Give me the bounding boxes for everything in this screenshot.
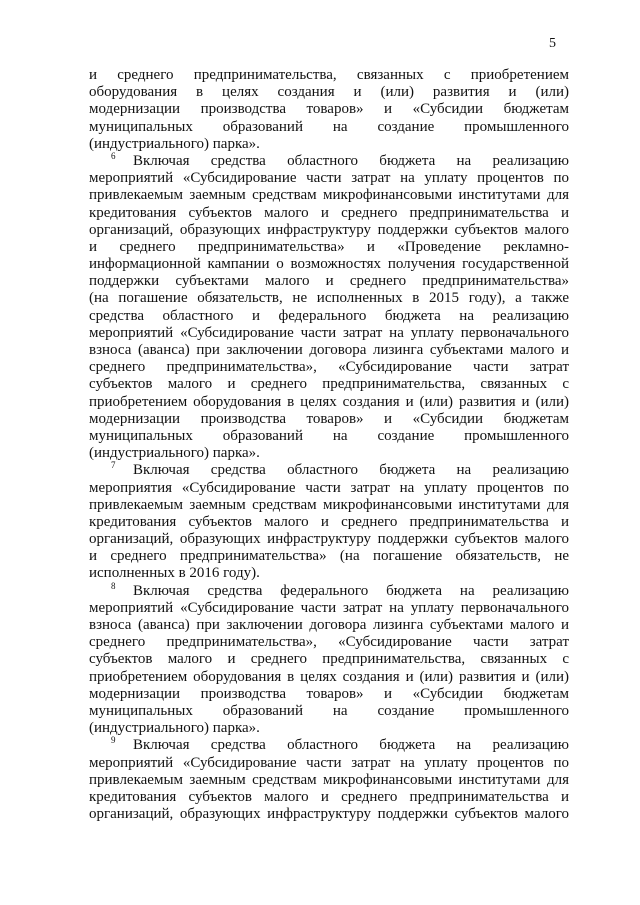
text-line-content: кредитования субъектов малого и среднего предпринимательства и [89,204,569,221]
text-line-content: и среднего предпринимательства» и «Проведение рекламно- [89,238,569,255]
text-line [89,290,569,307]
text-line [89,565,569,582]
text-line-content: модернизации производства товаров» и «Субсидии бюджетам [89,410,569,427]
text-line: 8 Включая средства федерального бюджета на реализацию [111,580,569,599]
text-line [89,720,569,737]
text-line [89,239,569,256]
text-line-content: мероприятий «Субсидирование части затрат на уплату процентов по [89,170,569,187]
text-line [89,394,569,411]
text-line [89,686,569,703]
text-line-content: муниципальных образований на создание промышленного [89,427,569,444]
text-line-content: привлекаемым заемным средствам микрофинансовыми институтами для [89,771,569,788]
text-line [89,772,569,789]
text-line-content: субъектов малого и среднего предпринимательства, связанных с [89,376,569,393]
text-line-content: кредитования субъектов малого и среднего предпринимательства и [89,513,569,530]
text-line [89,359,569,376]
text-line-content: взноса (аванса) при заключении договора лизинга субъектами малого и [89,342,569,358]
text-line-content: привлекаемым заемным средствам микрофинансовыми институтами для [89,187,569,204]
text-line [89,119,569,136]
text-line [89,376,569,393]
text-line-content: среднего предпринимательства», «Субсидирование части затрат [89,359,569,376]
text-line [89,187,569,204]
text-line [89,273,569,290]
text-line [89,617,569,634]
text-line-content: субъектов малого и среднего предпринимательства, связанных с [89,651,569,668]
text-line [89,445,569,462]
text-line [89,308,569,325]
text-line [89,548,569,565]
text-line-content: (индустриального) парка». [89,135,260,152]
text-line [89,325,569,342]
text-line: 9 Включая средства областного бюджета на реализацию [111,735,569,754]
text-line-content: оборудования в целях создания и (или) развития и (или) [89,84,569,101]
text-line-content: поддержки субъектами малого и среднего предпринимательства» [89,273,569,290]
text-line [89,789,569,806]
text-line-content: информационной кампании о возможностях получения государственной [89,256,569,273]
text-line-content: средства областного и федерального бюджета на реализацию [89,307,569,324]
text-line [89,514,569,531]
text-line [89,136,569,153]
text-line-content: модернизации производства товаров» и «Субсидии бюджетам [89,101,569,118]
text-line-content: Включая средства областного бюджета на реализацию [133,462,569,479]
text-line-content: (индустриального) парка». [89,720,260,737]
text-line-content: организаций, образующих инфраструктуру поддержки субъектов малого [89,531,569,548]
text-line [89,411,569,428]
body-text [89,67,569,823]
text-line-content: муниципальных образований на создание промышленного [89,702,569,719]
text-line [89,428,569,445]
text-line-content: мероприятий «Субсидирование части затрат на уплату первоначального [89,599,569,616]
text-line-content: организаций, образующих инфраструктуру поддержки субъектов малого [89,806,569,823]
text-line-content: Включая средства областного бюджета на реализацию [133,152,569,169]
text-line-content: исполненных в 2016 году). [89,565,260,582]
text-line-content: (на погашение обязательств, не исполненных в 2015 году), а также [89,290,569,307]
text-line-content: приобретением оборудования в целях создания и (или) развития и (или) [89,668,569,685]
text-line [89,600,569,617]
text-line: 7 Включая средства областного бюджета на реализацию [111,460,569,479]
text-line [89,703,569,720]
text-line [89,669,569,686]
text-line [89,755,569,772]
text-line [89,205,569,222]
text-line [89,531,569,548]
text-line-content: мероприятий «Субсидирование части затрат на уплату первоначального [89,324,569,341]
text-line [89,256,569,273]
text-line [89,222,569,239]
text-line [89,84,569,101]
text-line-content: среднего предпринимательства», «Субсидирование части затрат [89,634,569,651]
text-line-content: (индустриального) парка». [89,445,260,462]
text-line-content: привлекаемым заемным средствам микрофинансовыми институтами для [89,496,569,513]
text-line-content: Включая средства федерального бюджета на реализацию [133,582,569,599]
text-line-content: кредитования субъектов малого и среднего предпринимательства и [89,788,569,805]
text-line-content: модернизации производства товаров» и «Субсидии бюджетам [89,685,569,702]
text-line-content: мероприятий «Субсидирование части затрат на уплату процентов по [89,754,569,771]
text-line [89,170,569,187]
text-line-content: приобретением оборудования в целях создания и (или) развития и (или) [89,393,569,410]
text-line-content: Включая средства областного бюджета на реализацию [133,737,569,754]
page-number: 5 [549,36,556,51]
text-line-content: организаций, образующих инфраструктуру поддержки субъектов малого [89,221,569,238]
text-line [89,651,569,668]
text-line [89,480,569,497]
text-line-content: и среднего предпринимательства, связанных с приобретением [89,67,569,83]
text-line [89,67,569,84]
text-line-content: и среднего предпринимательства» (на погашение обязательств, не [89,548,569,565]
text-line-content: мероприятия «Субсидирование части затрат на уплату процентов по [89,479,569,496]
text-line [89,806,569,823]
text-line: 6 Включая средства областного бюджета на реализацию [111,150,569,169]
text-line-content: взноса (аванса) при заключении договора лизинга субъектами малого и [89,617,569,633]
text-line [89,634,569,651]
text-line-content: муниципальных образований на создание промышленного [89,118,569,135]
text-line [89,497,569,514]
text-line [89,101,569,118]
text-line [89,342,569,359]
